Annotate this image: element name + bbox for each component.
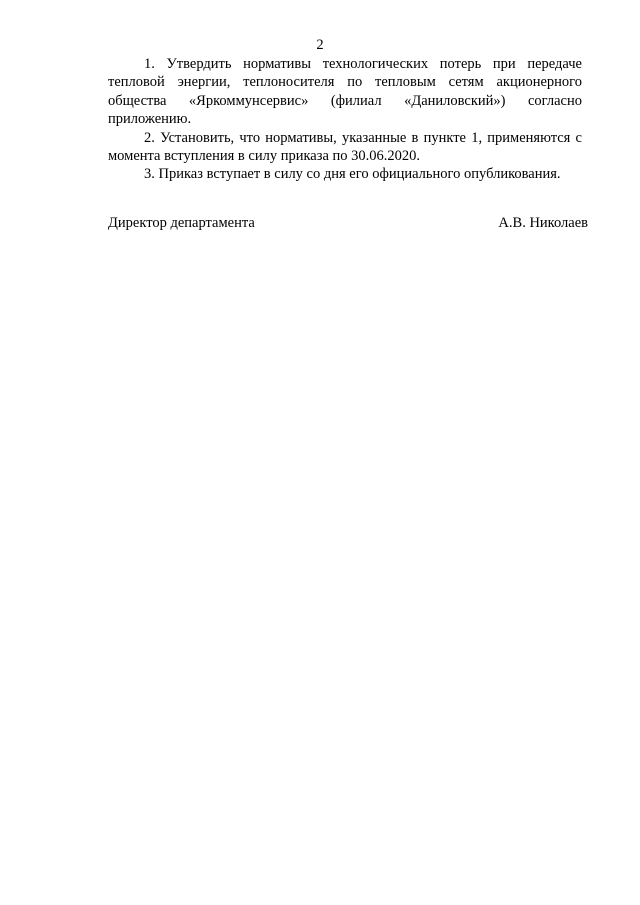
page-number: 2 — [316, 37, 324, 53]
signatory-name: А.В. Николаев — [498, 215, 588, 231]
signature-block — [108, 214, 588, 232]
order-item-3: 3. Приказ вступает в силу со дня его официального опубликования. — [144, 166, 561, 183]
order-item-2: 2. Установить, что нормативы, указанные в пункте 1, применяются с момента вступления в силу приказа по 30.06.2020. — [108, 129, 582, 165]
signatory-position: Директор департамента — [108, 215, 255, 231]
order-item-1: 1. Утвердить нормативы технологических потерь при передаче тепловой энергии, теплоносителя по тепловым сетям акционерного общества «Яркоммунсервис» (филиал «Даниловский») согласно приложению. — [108, 56, 582, 128]
order-body — [108, 55, 582, 184]
